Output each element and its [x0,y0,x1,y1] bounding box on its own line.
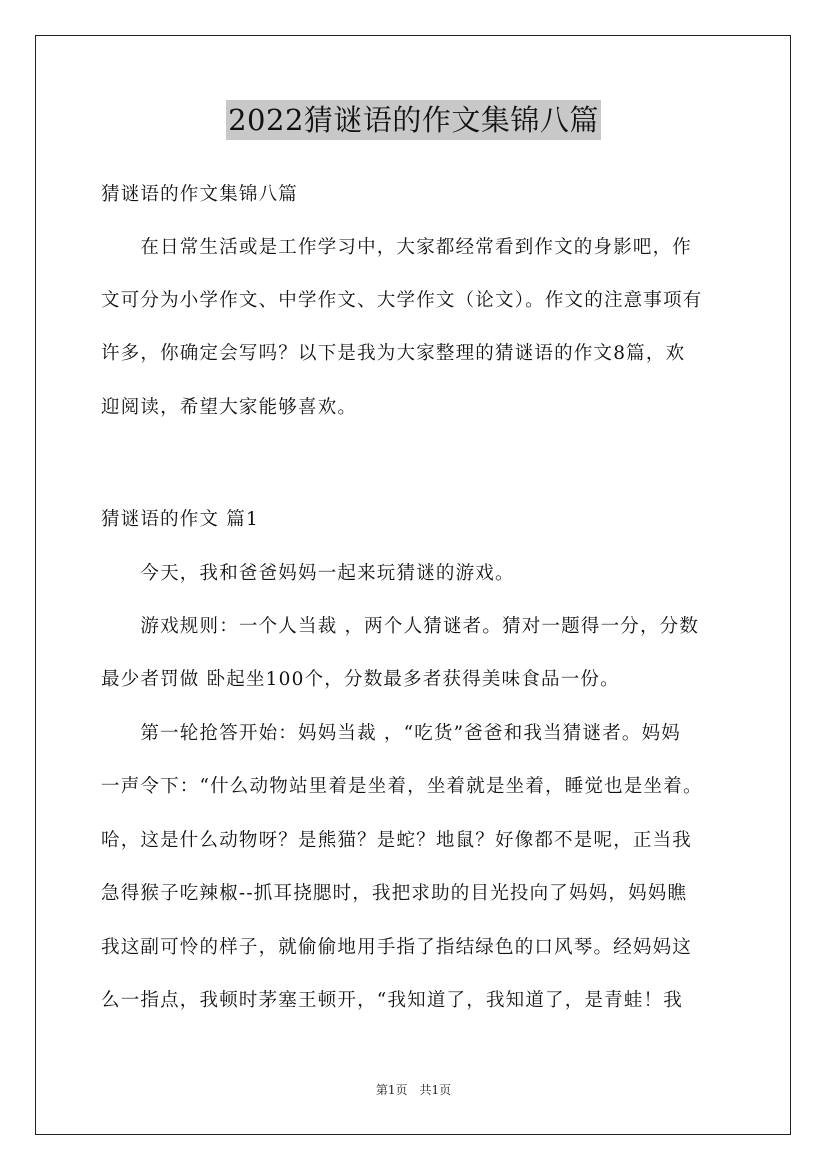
paragraph-line: 许多，你确定会写吗？以下是我为大家整理的猜谜语的作文8篇，欢 [101,343,686,364]
paragraph-line: 今天，我和爸爸妈妈一起来玩猜谜的游戏。 [101,563,515,584]
title-container [0,100,827,140]
paragraph-line: 哈，这是什么动物呀？是熊猫？是蛇？地鼠？好像都不是呢，正当我 [101,830,693,851]
document-title: 2022猜谜语的作文集锦八篇 [226,100,601,140]
page-footer: 第1页 共1页 [375,1083,452,1097]
paragraph-line: 第一轮抢答开始：妈妈当裁 ，“吃货”爸爸和我当猜谜者。妈妈 [101,723,681,744]
paragraph-line: 急得猴子吃辣椒--抓耳挠腮时，我把求助的目光投向了妈妈，妈妈瞧 [101,883,688,904]
paragraph-line: 在日常生活或是工作学习中，大家都经常看到作文的身影吧，作 [101,237,693,258]
subtitle-line: 猜谜语的作文集锦八篇 [101,184,299,205]
paragraph-line: 迎阅读，希望大家能够喜欢。 [101,397,358,418]
paragraph-line: 我这副可怜的样子，就偷偷地用手指了指结绿色的口风琴。经妈妈这 [101,937,693,958]
paragraph-line: 游戏规则：一个人当裁 ，两个人猜谜者。猜对一题得一分，分数 [101,616,700,637]
section-heading: 猜谜语的作文 篇1 [101,509,259,530]
paragraph-line: 么一指点，我顿时茅塞王顿开，“我知道了，我知道了，是青蛙！我 [101,990,683,1011]
paragraph-line: 最少者罚做 卧起坐100个，分数最多者获得美味食品一份。 [101,669,620,690]
paragraph-line: 文可分为小学作文、中学作文、大学作文（论文）。作文的注意事项有 [101,290,703,311]
paragraph-line: 一声令下：“什么动物站里着是坐着，坐着就是坐着，睡觉也是坐着。 [101,776,703,797]
